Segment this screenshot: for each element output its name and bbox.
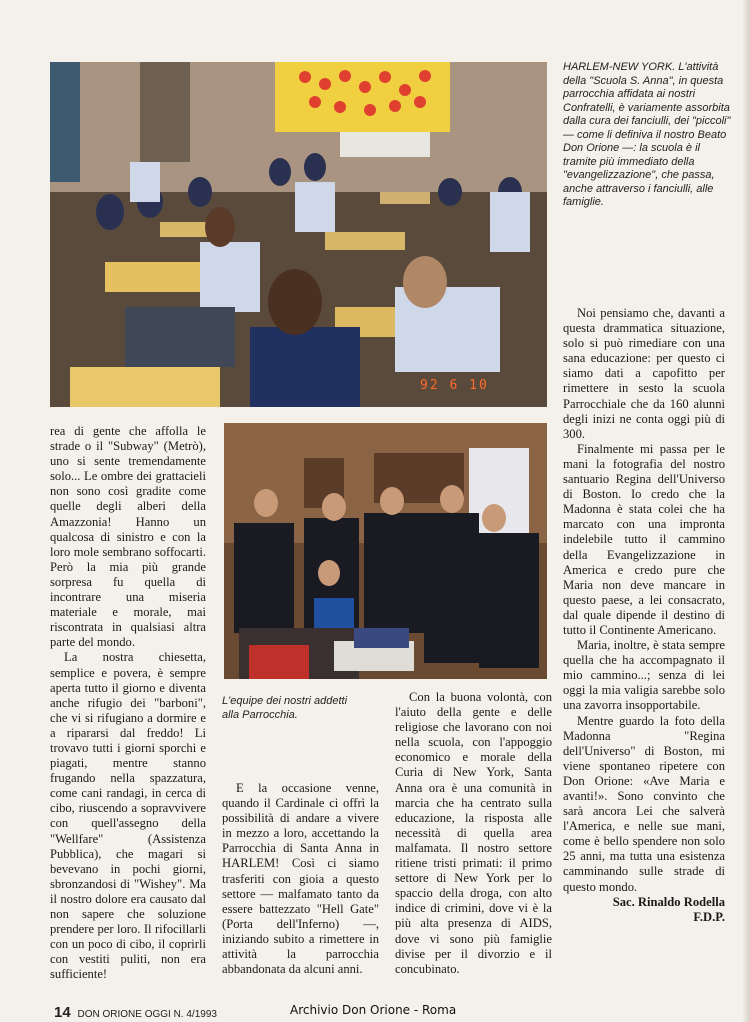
photo-date-stamp: 92 6 10 bbox=[420, 378, 489, 393]
page-number: 14 bbox=[54, 1004, 71, 1021]
paragraph: rea di gente che affolla le strade o il "Subway" (Metrò), uno si sente tremendamente solo... Le ombre dei grattacieli non sono così gradite come quelle degli alberi della Amazzonia! Hanno un qualcosa di sinistro e con la loro mole sembrano soffocarti. Però la mia più grande sorpresa fu quella di incontrare una miseria materiale e morale, mai riscontrata in qualsiasi altra parte del mondo. bbox=[50, 424, 206, 650]
staff-photo bbox=[224, 423, 547, 679]
signature-order: F.D.P. bbox=[693, 909, 725, 924]
paragraph: E la occasione venne, quando il Cardinale ci offrì la possibilità di andare a vivere in mezzo a loro, accettando la Parrocchia di Santa Anna in HARLEM! Così ci siamo trasferiti con gioia a questo settore — malfamato tanto da essere battezzato "Hell Gate" (Porta dell'Inferno) —, iniziando subito a rimettere in attività la parrocchia abbandonata da alcuni anni. bbox=[222, 781, 379, 977]
page-footer bbox=[54, 1004, 217, 1021]
archive-watermark: Archivio Don Orione - Roma bbox=[290, 1003, 457, 1017]
column-left bbox=[50, 424, 206, 982]
paragraph: La nostra chiesetta, semplice e povera, è sempre aperta tutto il giorno e diventa anche rifugio dei "barboni", che vi si rifugiano a dormire e a ripararsi dal freddo! Li trovavo tutti i giorni sporchi e piagati, mentre stanno frugando nella spazzatura, come cani randagi, in cerca di cibo, riuscendo a sopravvivere con quell'assegno della "Wellfare" (Assistenza Pubblica), che magari si bevevano in pochi giorni, sbronzandosi di "Wishey". Ma il nostro dolore era causato dal non sapere che soluzione prendere per loro. Il rifocillarli con un poco di cibo, il coprirli con vestiti puliti, non era sufficiente! bbox=[50, 650, 206, 982]
signature-name: Sac. Rinaldo Rodella bbox=[612, 894, 725, 909]
caption-equipe: L'equipe dei nostri addetti alla Parrocchia. bbox=[222, 695, 348, 721]
paragraph: Con la buona volontà, con l'aiuto della gente e delle religiose che lavorano con noi nella scuola, con l'appoggio economico e morale della Curia di New York, Santa Anna ora è una comunità in marcia che ha centrato sulla educazione, la risposta alle necessità di quella area malfamata. Il nostro settore ritiene tristi primati: il primo settore di New York per lo spaccio della droga, con alto indice di crimini, dove vi è la più alta presenza di AIDS, dove vi sono più famiglie divise per il divorzio e il concubinato. bbox=[395, 690, 552, 976]
column-middle bbox=[222, 781, 379, 977]
paragraph: Mentre guardo la foto della Madonna "Regina dell'Universo" di Boston, mi viene spontaneo ripetere con Don Orione: «Ave Maria e avanti!». Sono convinto che sarà ancora Lei che salverà l'America, e nelle sue mani, come è bello spendere non solo 25 anni, ma tutta una esistenza camminando sulle strade di questo mondo. bbox=[563, 713, 725, 894]
page-edge bbox=[742, 0, 750, 1022]
paragraph: Maria, inoltre, è stata sempre quella che ha accompagnato il mio cammino...; senza di lei oggi la mia valigia sarebbe solo una zavorra insopportabile. bbox=[563, 638, 725, 713]
classroom-photo bbox=[50, 62, 547, 407]
paragraph: Finalmente mi passa per le mani la fotografia del nostro santuario Regina dell'Universo di Boston. Io credo che la Madonna è stata colei che ha marcato con una impronta indelebile tutto il cammino della Evangelizzazione in America e credo pure che Maria non deve mancare in questo paese, a lei consacrato, dal quale dipende il destino di tutto il Continente Americano. bbox=[563, 441, 725, 637]
magazine-issue: DON ORIONE OGGI N. 4/1993 bbox=[77, 1009, 217, 1020]
paragraph: Noi pensiamo che, davanti a questa drammatica situazione, solo si può rimediare con una sana educazione: per questo ci siamo dati a capofitto per rimettere in sesto la scuola Parrocchiale che da 160 alunni degli inizi ne conta oggi più di 300. bbox=[563, 306, 725, 441]
column-right bbox=[563, 306, 725, 925]
caption-harlem: HARLEM-NEW YORK. L'attività della "Scuola S. Anna", in questa parrocchia affidata ai nostri Confratelli, è variamente assorbita dalla cura dei fanciulli, dei "piccoli" — come li definiva il nostro Beato Don Orione —: la scuola è il tramite più immediato della "evangelizzazione", che passa, anche attraverso i fanciulli, alle famiglie. bbox=[563, 61, 731, 208]
column-middle-right bbox=[395, 690, 552, 977]
